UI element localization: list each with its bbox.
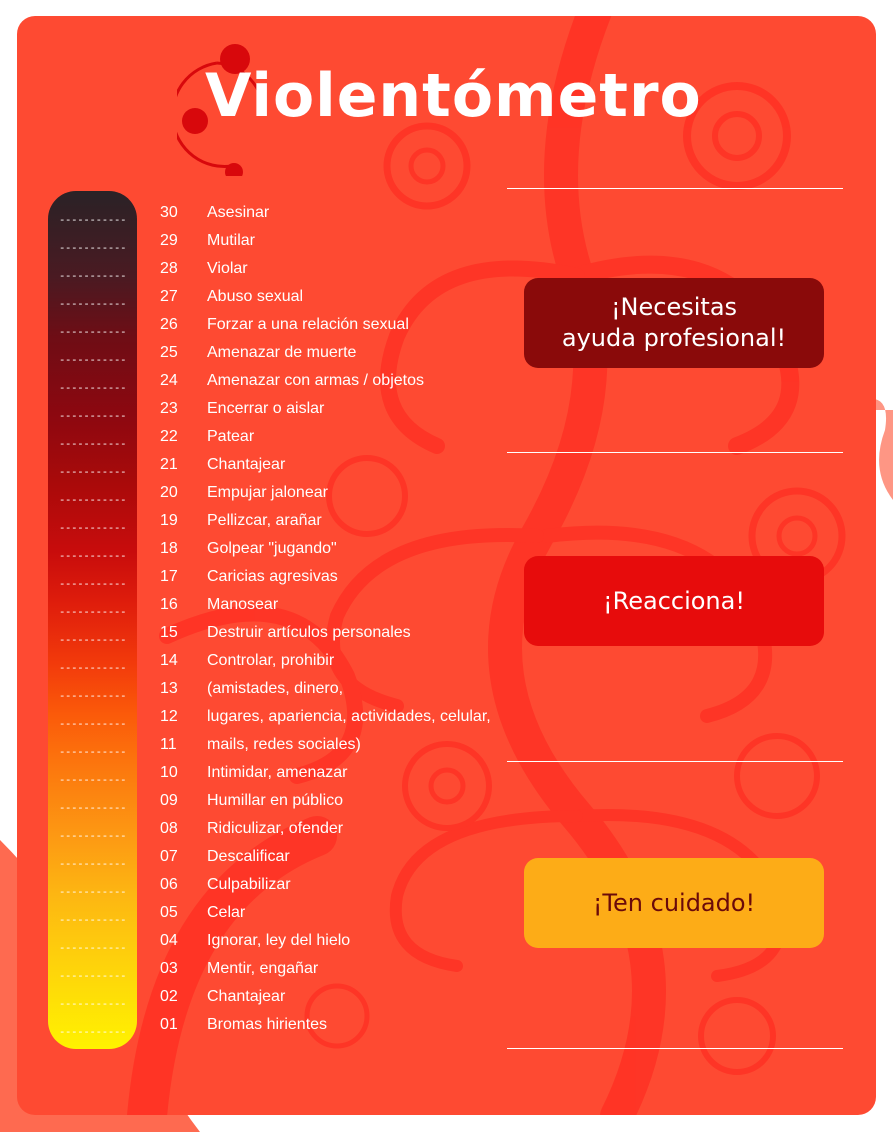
level-number: 09 <box>160 792 178 809</box>
thermometer-ticks <box>48 206 137 1046</box>
tick-mark: ----------- <box>58 773 127 786</box>
divider-line <box>507 188 843 189</box>
tick-mark: ----------- <box>58 549 127 562</box>
level-label: Bromas hirientes <box>207 1016 328 1033</box>
level-label: Pellizcar, arañar <box>207 512 322 529</box>
level-number: 15 <box>160 624 178 641</box>
level-label: Celar <box>207 904 246 921</box>
tick-mark: ----------- <box>58 605 127 618</box>
level-number: 27 <box>160 288 178 305</box>
list-item <box>160 507 520 535</box>
list-item <box>160 843 520 871</box>
divider-line <box>507 1048 843 1049</box>
tick-mark: ----------- <box>58 269 127 282</box>
tick-mark: ----------- <box>58 381 127 394</box>
list-item <box>160 731 520 759</box>
level-number: 30 <box>160 204 178 221</box>
level-label: Ignorar, ley del hielo <box>207 932 351 949</box>
level-number: 22 <box>160 428 178 445</box>
list-item <box>160 367 520 395</box>
list-item <box>160 423 520 451</box>
level-label: Amenazar con armas / objetos <box>207 372 424 389</box>
tick-mark: ----------- <box>58 717 127 730</box>
tick-mark: ----------- <box>58 829 127 842</box>
level-label: Patear <box>207 428 255 445</box>
level-number: 07 <box>160 848 178 865</box>
tick-mark: ----------- <box>58 969 127 982</box>
list-item <box>160 563 520 591</box>
level-number: 20 <box>160 484 178 501</box>
alert-be-careful: ¡Ten cuidado! <box>524 858 824 948</box>
list-item <box>160 451 520 479</box>
list-item <box>160 199 520 227</box>
level-number: 25 <box>160 344 178 361</box>
list-item <box>160 899 520 927</box>
level-number: 03 <box>160 960 178 977</box>
level-number: 17 <box>160 568 178 585</box>
tick-mark: ----------- <box>58 689 127 702</box>
level-number: 26 <box>160 316 178 333</box>
level-number: 29 <box>160 232 178 249</box>
level-label: Controlar, prohibir <box>207 652 335 669</box>
level-label: Amenazar de muerte <box>207 344 357 361</box>
divider-line <box>507 761 843 762</box>
tick-mark: ----------- <box>58 885 127 898</box>
page-title: Violentómetro <box>205 61 702 131</box>
level-label: Intimidar, amenazar <box>207 764 348 781</box>
tick-mark: ----------- <box>58 577 127 590</box>
level-number: 14 <box>160 652 178 669</box>
tick-mark: ----------- <box>58 213 127 226</box>
level-label: (amistades, dinero, <box>207 680 344 697</box>
list-item <box>160 983 520 1011</box>
tick-mark: ----------- <box>58 633 127 646</box>
level-label: lugares, apariencia, actividades, celular, <box>207 708 491 725</box>
list-item <box>160 1011 520 1039</box>
list-item <box>160 535 520 563</box>
tick-mark: ----------- <box>58 493 127 506</box>
list-item <box>160 703 520 731</box>
level-number: 04 <box>160 932 178 949</box>
level-number: 05 <box>160 904 178 921</box>
list-item <box>160 675 520 703</box>
level-number: 28 <box>160 260 178 277</box>
list-item <box>160 955 520 983</box>
list-item <box>160 619 520 647</box>
level-label: Empujar jalonear <box>207 484 328 501</box>
level-label: Violar <box>207 260 248 277</box>
list-item <box>160 759 520 787</box>
level-label: mails, redes sociales) <box>207 736 361 753</box>
list-item <box>160 311 520 339</box>
level-number: 01 <box>160 1016 178 1033</box>
level-number: 02 <box>160 988 178 1005</box>
list-item <box>160 871 520 899</box>
level-number: 24 <box>160 372 178 389</box>
violence-thermometer <box>48 191 137 1049</box>
divider-line <box>507 452 843 453</box>
level-number: 11 <box>160 736 177 753</box>
violentometro-card <box>17 16 876 1115</box>
level-label: Encerrar o aislar <box>207 400 325 417</box>
tick-mark: ----------- <box>58 465 127 478</box>
alert-react: ¡Reacciona! <box>524 556 824 646</box>
level-number: 23 <box>160 400 178 417</box>
list-item <box>160 227 520 255</box>
list-item <box>160 479 520 507</box>
level-number: 19 <box>160 512 178 529</box>
level-number: 18 <box>160 540 178 557</box>
list-item <box>160 255 520 283</box>
list-item <box>160 283 520 311</box>
tick-mark: ----------- <box>58 913 127 926</box>
violence-levels-list <box>160 199 520 1039</box>
level-label: Golpear "jugando" <box>207 540 337 557</box>
level-number: 06 <box>160 876 178 893</box>
alert-professional-help: ¡Necesitas ayuda profesional! <box>524 278 824 368</box>
tick-mark: ----------- <box>58 241 127 254</box>
level-label: Abuso sexual <box>207 288 304 305</box>
list-item <box>160 591 520 619</box>
tick-mark: ----------- <box>58 437 127 450</box>
level-number: 21 <box>160 456 178 473</box>
list-item <box>160 787 520 815</box>
list-item <box>160 815 520 843</box>
list-item <box>160 927 520 955</box>
list-item <box>160 395 520 423</box>
level-label: Mentir, engañar <box>207 960 319 977</box>
level-label: Mutilar <box>207 232 256 249</box>
level-number: 08 <box>160 820 178 837</box>
level-label: Asesinar <box>207 204 270 221</box>
tick-mark: ----------- <box>58 801 127 814</box>
level-label: Destruir artículos personales <box>207 624 411 641</box>
level-label: Ridiculizar, ofender <box>207 820 344 837</box>
tick-mark: ----------- <box>58 745 127 758</box>
level-number: 10 <box>160 764 178 781</box>
list-item <box>160 339 520 367</box>
level-label: Chantajear <box>207 456 286 473</box>
tick-mark: ----------- <box>58 941 127 954</box>
level-number: 12 <box>160 708 178 725</box>
level-number: 16 <box>160 596 178 613</box>
tick-mark: ----------- <box>58 297 127 310</box>
level-label: Chantajear <box>207 988 286 1005</box>
list-item <box>160 647 520 675</box>
tick-mark: ----------- <box>58 409 127 422</box>
level-number: 13 <box>160 680 178 697</box>
tick-mark: ----------- <box>58 661 127 674</box>
tick-mark: ----------- <box>58 353 127 366</box>
level-label: Forzar a una relación sexual <box>207 316 409 333</box>
tick-mark: ----------- <box>58 521 127 534</box>
level-label: Manosear <box>207 596 279 613</box>
tick-mark: ----------- <box>58 325 127 338</box>
tick-mark: ----------- <box>58 857 127 870</box>
level-label: Culpabilizar <box>207 876 291 893</box>
tick-mark: ----------- <box>58 997 127 1010</box>
tick-mark: ----------- <box>58 1025 127 1038</box>
level-label: Humillar en público <box>207 792 344 809</box>
level-label: Descalificar <box>207 848 290 865</box>
level-label: Caricias agresivas <box>207 568 338 585</box>
